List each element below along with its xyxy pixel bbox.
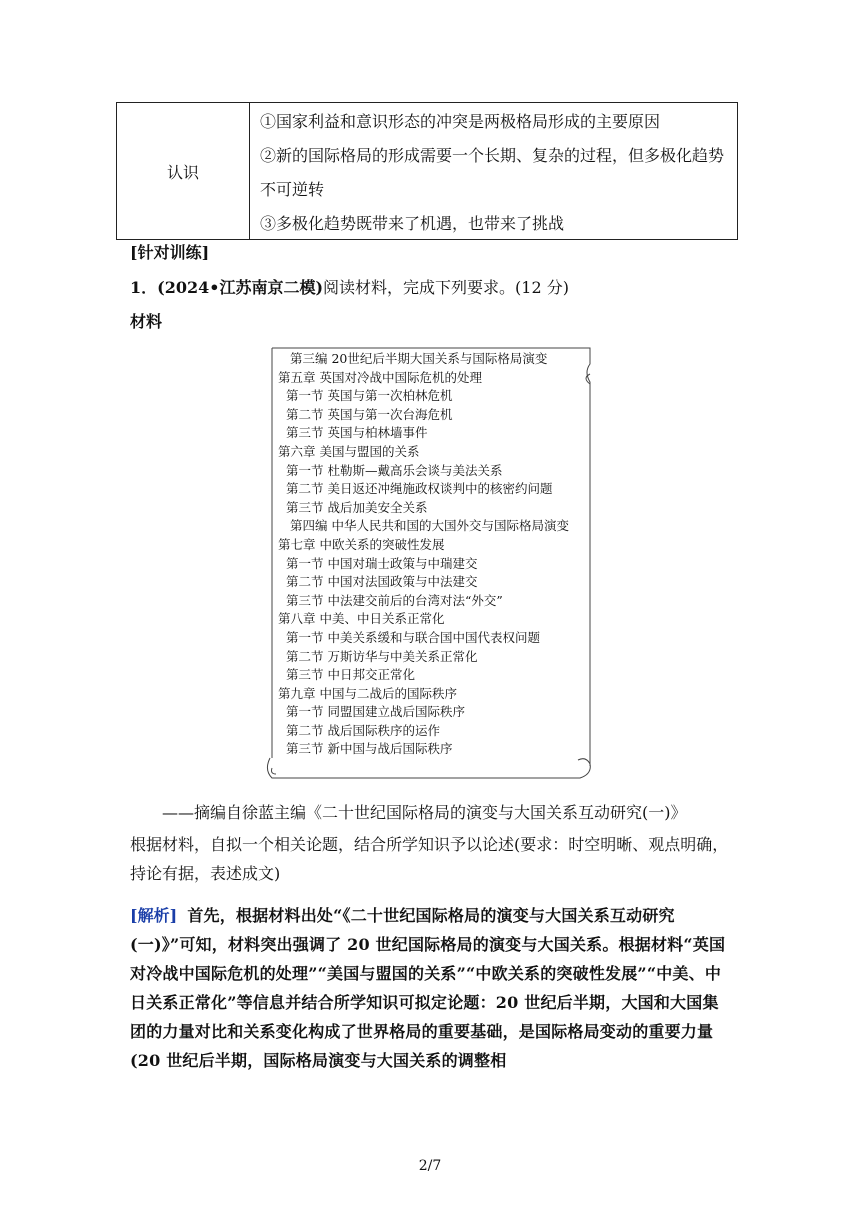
analysis-block (130, 901, 734, 1075)
table-row: ②新的国际格局的形成需要一个长期、复杂的过程，但多极化趋势不可逆转 (260, 146, 725, 199)
knowledge-table (116, 102, 738, 240)
task-prompt: 根据材料，自拟一个相关论题，结合所学知识予以论述(要求：时空明晰、观点明确，持论有据，表述成文) (130, 835, 729, 883)
analysis-text: 首先，根据材料出处“《二十世纪国际格局的演变与大国关系互动研究(一)》”可知，材料突出强调了 20 世纪国际格局的演变与大国关系。根据材料“英国对冷战中国际危机的处理”“美国与盟国的关系”“中欧关系的突破性发展”“中美、中日关系正常化”等信息并结合所学知识可拟定论题：20 世纪后半期，大国和大国集团的力量对比和关系变化构成了世界格局的重要基础，是国际格局变动的重要力量(20 世纪后半期，国际格局演变与大国关系的调整相 (130, 906, 726, 1070)
table-content-cell (250, 103, 737, 239)
toc-chapter: 第八章 中美、中日关系正常化 (278, 611, 445, 627)
citation: ——摘编自徐蓝主编《二十世纪国际格局的演变与大国关系互动研究(一)》 (162, 803, 687, 822)
toc-section: 第三节 中法建交前后的台湾对法“外交” (286, 592, 503, 608)
analysis-tag: [解析] (130, 906, 178, 925)
question-prompt: 阅读材料，完成下列要求。(12 分) (323, 278, 569, 297)
table-row: ③多极化趋势既带来了机遇，也带来了挑战 (260, 214, 565, 233)
table-header-cell: 认识 (117, 103, 250, 239)
question-number: 1． (130, 278, 158, 297)
toc-section: 第一节 同盟国建立战后国际秩序 (286, 704, 465, 720)
toc-section: 第一节 英国与第一次柏林危机 (286, 388, 453, 404)
toc-chapter: 第五章 英国对冷战中国际危机的处理 (278, 369, 482, 385)
toc-section: 第三节 中日邦交正常化 (286, 667, 415, 683)
toc-section: 第一节 中国对瑞士政策与中瑞建交 (286, 555, 478, 571)
table-of-contents (278, 350, 569, 759)
question-source: (2024•江苏南京二模) (157, 278, 324, 297)
toc-section: 第三节 新中国与战后国际秩序 (286, 741, 453, 757)
toc-chapter: 第九章 中国与二战后的国际秩序 (278, 685, 457, 701)
toc-part: 第三编 20世纪后半期大国关系与国际格局演变 (290, 351, 548, 366)
practice-heading: [针对训练] (130, 243, 210, 262)
toc-part: 第四编 中华人民共和国的大国外交与国际格局演变 (290, 518, 569, 534)
page-number: 2/7 (418, 1158, 442, 1174)
toc-chapter: 第七章 中欧关系的突破性发展 (278, 536, 445, 552)
toc-section: 第三节 英国与柏林墙事件 (286, 425, 428, 441)
toc-chapter: 第六章 美国与盟国的关系 (278, 443, 420, 459)
material-label: 材料 (130, 312, 163, 331)
toc-section: 第一节 中美关系缓和与联合国中国代表权问题 (286, 629, 540, 645)
toc-section: 第一节 杜勒斯—戴高乐会谈与美法关系 (286, 462, 503, 478)
toc-section: 第二节 美日返还冲绳施政权谈判中的核密约问题 (286, 481, 553, 497)
toc-section: 第二节 中国对法国政策与中法建交 (286, 574, 478, 590)
toc-section: 第二节 战后国际秩序的运作 (286, 722, 440, 738)
toc-section: 第二节 万斯访华与中美关系正常化 (286, 648, 478, 664)
question-line (130, 278, 569, 298)
toc-section: 第二节 英国与第一次台海危机 (286, 406, 453, 422)
toc-section: 第三节 战后加美安全关系 (286, 499, 428, 515)
table-row: ①国家利益和意识形态的冲突是两极格局形成的主要原因 (260, 112, 661, 131)
scroll-image (264, 346, 598, 788)
